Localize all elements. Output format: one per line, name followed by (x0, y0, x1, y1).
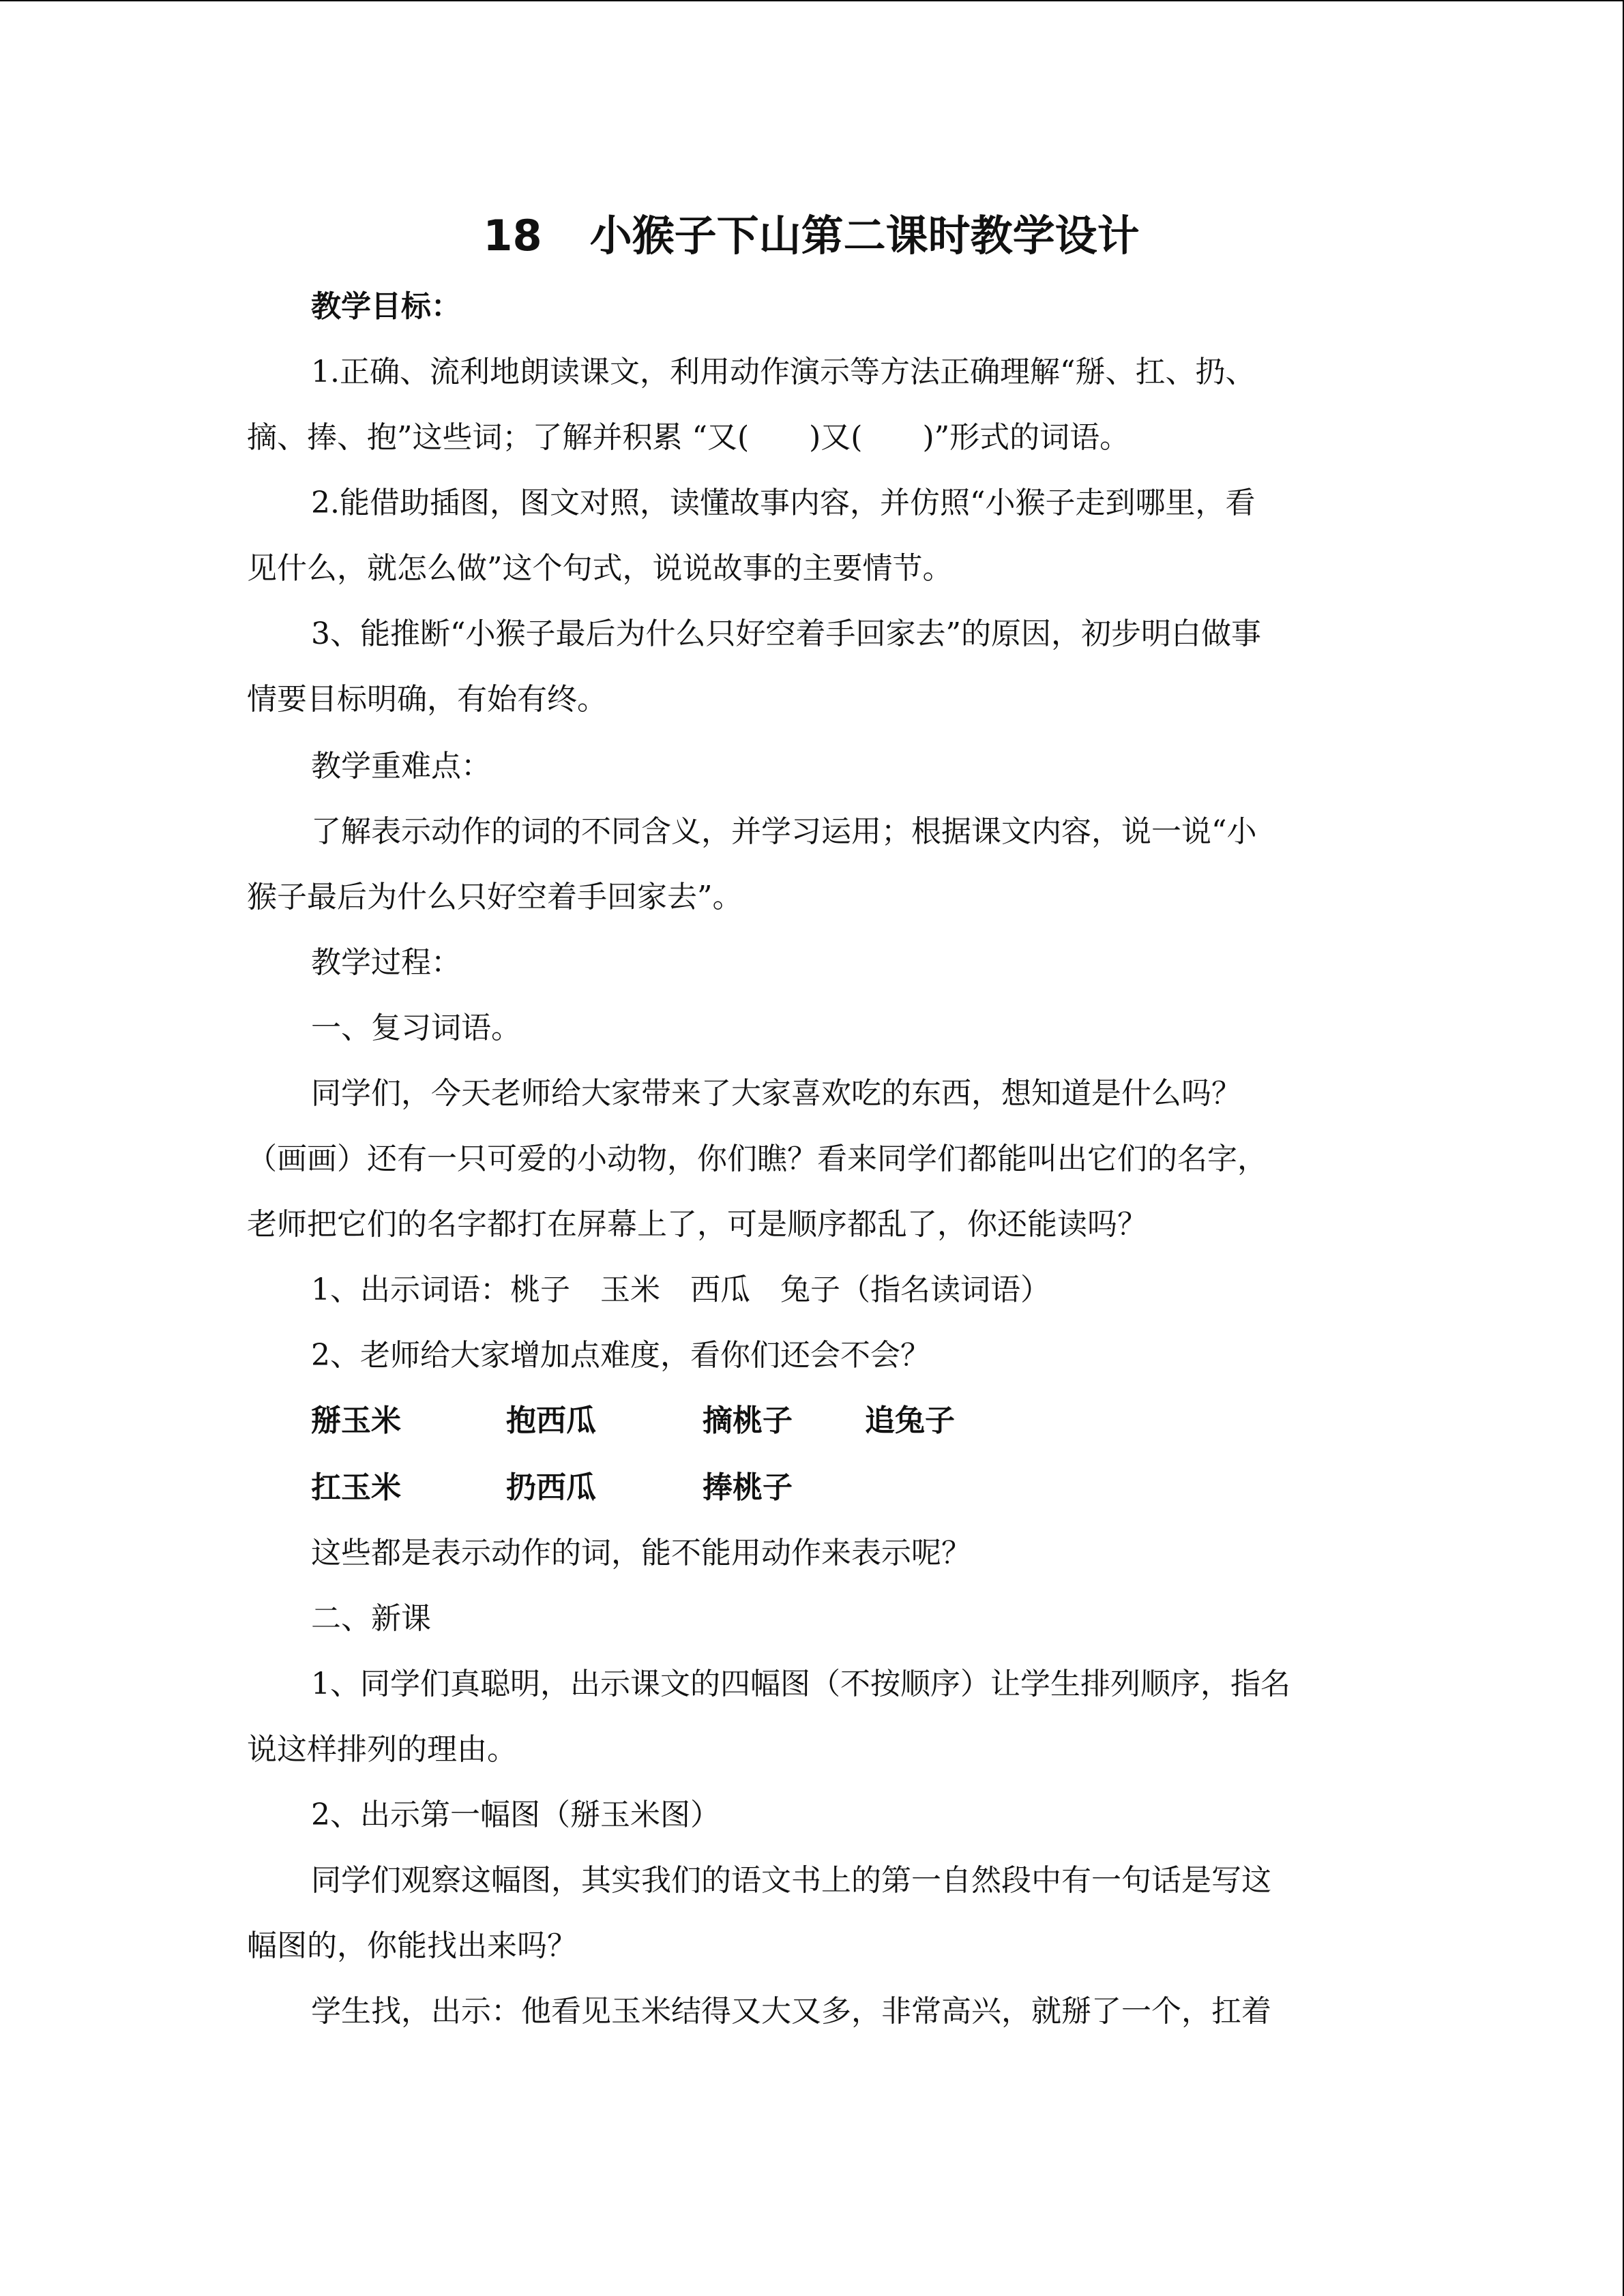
observe-para-line-1: 同学们观察这幅图，其实我们的语文书上的第一自然段中有一句话是写这 (311, 1863, 1271, 1898)
document-title (247, 202, 1376, 270)
step-2-harder: 2、老师给大家增加点难度，看你们还会不会？ (311, 1338, 930, 1373)
students-find-line: 学生找，出示：他看见玉米结得又大又多，非常高兴，就掰了一个，扛着 (311, 1994, 1271, 2029)
key-points-line-2: 猴子最后为什么只好空着手回家去”。 (247, 880, 743, 914)
objective-2-line-2: 见什么，就怎么做”这个句式，说说故事的主要情节。 (247, 551, 953, 586)
observe-para-line-2: 幅图的，你能找出来吗？ (247, 1928, 577, 1963)
objective-2-line-1: 2.能借助插图，图文对照，读懂故事内容，并仿照“小猴子走到哪里，看 (311, 486, 1256, 520)
lesson-title: 小猴子下山第二课时教学设计 (589, 211, 1140, 260)
action-word: 掰玉米 (311, 1403, 401, 1438)
review-heading: 一、复习词语。 (311, 1011, 521, 1045)
page-top-border (0, 0, 1624, 1)
action-word: 扛玉米 (311, 1470, 401, 1505)
new-step-1-line-2: 说这样排列的理由。 (247, 1732, 517, 1767)
new-step-2: 2、出示第一幅图（掰玉米图） (311, 1798, 720, 1832)
key-points-line-1: 了解表示动作的词的不同含义，并学习运用；根据课文内容，说一说“小 (311, 814, 1257, 849)
review-para-line-2: （画画）还有一只可爱的小动物，你们瞧？看来同学们都能叫出它们的名字， (247, 1142, 1267, 1176)
lesson-number: 18 (483, 211, 542, 260)
objectives-heading: 教学目标： (311, 289, 461, 324)
new-lesson-heading: 二、新课 (311, 1601, 431, 1636)
action-question: 这些都是表示动作的词，能不能用动作来表示呢？ (311, 1536, 971, 1570)
action-word: 抱西瓜 (506, 1403, 596, 1438)
objective-3-line-1: 3、能推断“小猴子最后为什么只好空着手回家去”的原因，初步明白做事 (311, 616, 1261, 651)
review-para-line-3: 老师把它们的名字都打在屏幕上了，可是顺序都乱了，你还能读吗？ (247, 1207, 1147, 1242)
action-word: 摘桃子 (703, 1403, 793, 1438)
action-word: 追兔子 (865, 1403, 955, 1438)
step-1-words: 1、出示词语：桃子 玉米 西瓜 兔子（指名读词语） (311, 1272, 1050, 1307)
objective-3-line-2: 情要目标明确，有始有终。 (247, 682, 607, 717)
process-heading: 教学过程： (311, 945, 461, 980)
key-points-heading: 教学重难点： (311, 749, 491, 784)
review-para-line-1: 同学们，今天老师给大家带来了大家喜欢吃的东西，想知道是什么吗？ (311, 1076, 1241, 1111)
action-word: 捧桃子 (703, 1470, 793, 1505)
action-word: 扔西瓜 (506, 1470, 596, 1505)
objective-1-line-1: 1.正确、流利地朗读课文，利用动作演示等方法正确理解“掰、扛、扔、 (311, 355, 1256, 389)
objective-1-line-2: 摘、捧、抱”这些词；了解并积累 “又( )又( )”形式的词语。 (247, 420, 1130, 455)
new-step-1-line-1: 1、同学们真聪明，出示课文的四幅图（不按顺序）让学生排列顺序，指名 (311, 1667, 1290, 1701)
